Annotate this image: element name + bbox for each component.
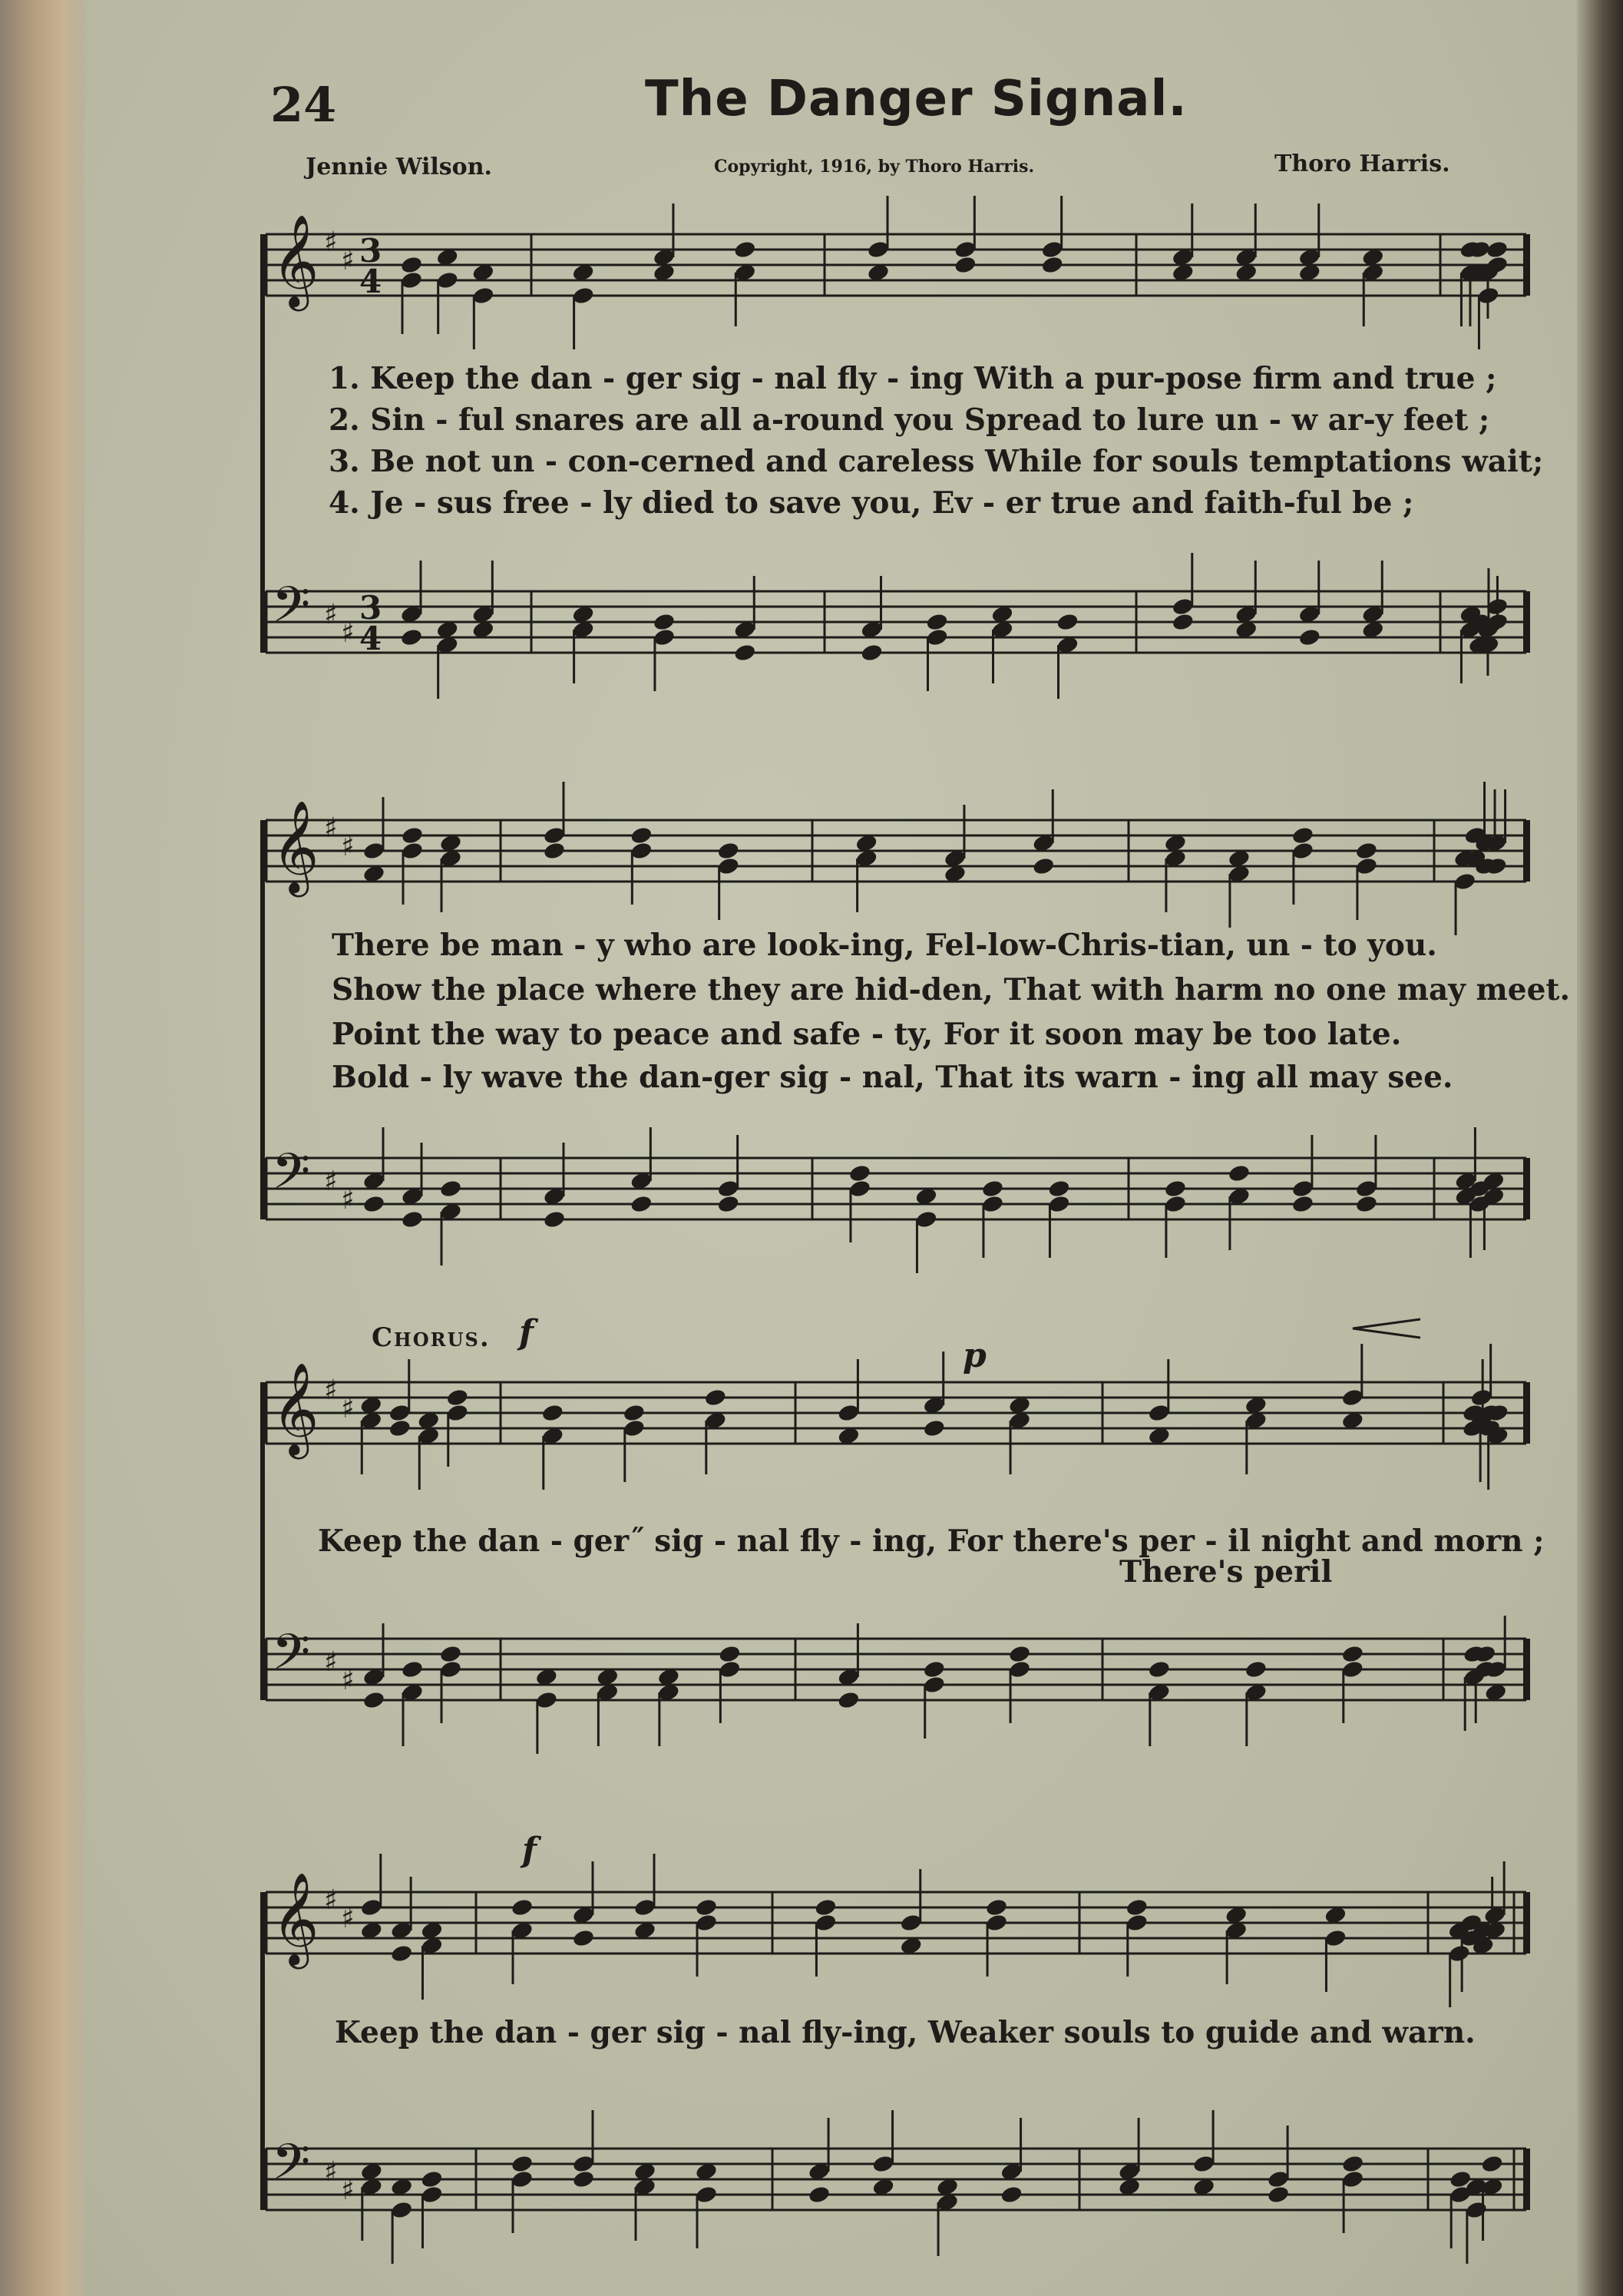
notehead xyxy=(572,2169,596,2189)
notehead xyxy=(860,643,884,663)
treble-clef-icon: 𝄞 xyxy=(272,1871,319,1965)
bass-clef-icon: 𝄢 xyxy=(272,577,311,646)
notehead xyxy=(400,255,424,275)
sharp-icon: ♯ xyxy=(341,245,355,276)
notehead xyxy=(543,1209,567,1229)
end-barline xyxy=(1523,1158,1530,1219)
time-signature-digit: 4 xyxy=(359,263,382,300)
verse-1-line-1: 1. Keep the dan - ger sig - nal fly - ing With a pur-pose firm and true ; xyxy=(329,361,1497,396)
chorus-label: Chorus. xyxy=(372,1322,491,1353)
sharp-icon: ♯ xyxy=(324,2156,338,2188)
notehead xyxy=(401,825,425,845)
end-barline xyxy=(1523,1639,1530,1700)
chorus-line-1: Keep the dan - ger˝ sig - nal fly - ing, For there's per - il night and morn ; xyxy=(318,1523,1545,1559)
notehead xyxy=(716,841,740,861)
chorus-line-1-alt: There's peril xyxy=(1119,1554,1333,1590)
time-signature-digit: 3 xyxy=(359,589,382,627)
crescendo-hairpin xyxy=(1353,1319,1420,1338)
notehead xyxy=(1341,1644,1365,1664)
lyricist-credit: Jennie Wilson. xyxy=(306,154,492,180)
notehead xyxy=(1291,1194,1315,1214)
notehead xyxy=(1126,1897,1149,1917)
notehead xyxy=(388,1418,412,1438)
notehead xyxy=(704,1388,728,1408)
sharp-icon: ♯ xyxy=(341,2175,355,2206)
treble-clef-icon: 𝄞 xyxy=(272,213,319,307)
end-barline xyxy=(1523,234,1530,296)
notehead xyxy=(925,612,949,632)
notehead xyxy=(401,1209,425,1229)
notehead xyxy=(362,1690,386,1710)
treble-clef-icon: 𝄞 xyxy=(272,1361,319,1455)
notehead xyxy=(1148,1659,1172,1679)
notehead xyxy=(400,627,424,647)
sharp-icon: ♯ xyxy=(341,1903,355,1934)
notehead xyxy=(1171,612,1195,632)
sharp-icon: ♯ xyxy=(341,617,355,649)
notehead xyxy=(1032,856,1056,876)
notehead xyxy=(808,2185,831,2205)
composer-credit: Thoro Harris. xyxy=(1274,151,1450,177)
end-barline xyxy=(1523,820,1530,882)
verse-3-line-1: 3. Be not un - con-cerned and careless While for souls temptations wait; xyxy=(329,444,1544,479)
sharp-icon: ♯ xyxy=(324,599,338,630)
notehead xyxy=(1000,2185,1023,2205)
notehead xyxy=(630,1194,653,1214)
notehead xyxy=(543,841,567,861)
notehead xyxy=(1245,1659,1268,1679)
sharp-icon: ♯ xyxy=(324,1375,338,1406)
bass-clef-icon: 𝄢 xyxy=(272,1143,311,1213)
page-number: 24 xyxy=(270,77,337,133)
verse-3-line-2: Point the way to peace and safe - ty, For it soon may be too late. xyxy=(332,1017,1402,1052)
sharp-icon: ♯ xyxy=(324,1646,338,1678)
notehead xyxy=(1047,1179,1071,1199)
notehead xyxy=(362,1194,386,1214)
notehead xyxy=(511,2154,534,2174)
notehead xyxy=(1008,1644,1032,1664)
sharp-icon: ♯ xyxy=(324,1884,338,1916)
notehead xyxy=(1164,1179,1188,1199)
notehead xyxy=(981,1179,1005,1199)
notehead xyxy=(541,1403,565,1423)
notehead xyxy=(439,1179,463,1199)
time-signature-digit: 3 xyxy=(359,232,382,270)
notehead xyxy=(390,1944,414,1964)
notehead xyxy=(653,612,676,632)
notehead xyxy=(1056,612,1079,632)
sharp-icon: ♯ xyxy=(341,1393,355,1424)
verse-4-line-1: 4. Je - sus free - ly died to save you, Ev - er true and faith-ful be ; xyxy=(329,485,1414,521)
verse-2-line-2: Show the place where they are hid-den, That with harm no one may meet. xyxy=(332,972,1571,1007)
bass-clef-icon: 𝄢 xyxy=(272,1624,311,1693)
end-barline xyxy=(1523,591,1530,653)
verse-4-line-2: Bold - ly wave the dan-ger sig - nal, That its warn - ing all may see. xyxy=(332,1060,1453,1095)
notehead xyxy=(439,1644,463,1664)
notehead xyxy=(695,1897,719,1917)
notehead xyxy=(848,1163,872,1183)
notehead xyxy=(985,1897,1009,1917)
notehead xyxy=(1267,2185,1291,2205)
notehead xyxy=(733,643,757,663)
notehead xyxy=(718,1644,742,1664)
sharp-icon: ♯ xyxy=(324,812,338,844)
notehead xyxy=(1341,2154,1365,2174)
notehead xyxy=(954,255,977,275)
end-barline xyxy=(1523,1382,1530,1444)
final-barline xyxy=(1523,2149,1530,2210)
notehead xyxy=(1040,255,1064,275)
notehead xyxy=(1297,627,1321,647)
treble-clef-icon: 𝄞 xyxy=(272,799,319,893)
time-signature-digit: 4 xyxy=(359,620,382,657)
final-barline xyxy=(1523,1892,1530,1954)
notehead xyxy=(445,1388,469,1408)
notehead xyxy=(1355,841,1379,861)
sharp-icon: ♯ xyxy=(324,227,338,258)
notehead xyxy=(1486,240,1509,260)
notehead xyxy=(511,1897,534,1917)
notehead xyxy=(837,1690,861,1710)
notehead xyxy=(733,240,757,260)
chorus-line-2: Keep the dan - ger sig - nal fly-ing, Weaker souls to guide and warn. xyxy=(335,2015,1476,2050)
notehead xyxy=(1228,1163,1251,1183)
song-title: The Danger Signal. xyxy=(645,71,1188,127)
sharp-icon: ♯ xyxy=(324,1166,338,1197)
verse-2-line-1: 2. Sin - ful snares are all a-round you Spread to lure un - w ar-y feet ; xyxy=(329,402,1490,438)
notehead xyxy=(1480,2154,1504,2174)
notehead xyxy=(420,2169,444,2189)
bass-clef-icon: 𝄢 xyxy=(272,2134,311,2203)
notehead xyxy=(623,1403,646,1423)
notehead xyxy=(716,1194,740,1214)
notehead xyxy=(401,1659,425,1679)
dynamic-forte-1: f xyxy=(519,1313,534,1352)
notehead xyxy=(630,825,653,845)
notehead xyxy=(922,1659,946,1679)
dynamic-piano: p xyxy=(963,1336,987,1375)
sharp-icon: ♯ xyxy=(341,831,355,862)
notehead xyxy=(1355,1194,1379,1214)
notehead xyxy=(1291,825,1315,845)
dynamic-forte-2: f xyxy=(522,1831,537,1870)
sharp-icon: ♯ xyxy=(341,1665,355,1696)
notehead xyxy=(572,1928,596,1948)
copyright-notice: Copyright, 1916, by Thoro Harris. xyxy=(714,157,1035,177)
notehead xyxy=(814,1897,838,1917)
notehead xyxy=(922,1418,946,1438)
sharp-icon: ♯ xyxy=(341,1184,355,1216)
verse-1-line-2: There be man - y who are look-ing, Fel-low-Chris-tian, un - to you. xyxy=(332,928,1437,963)
